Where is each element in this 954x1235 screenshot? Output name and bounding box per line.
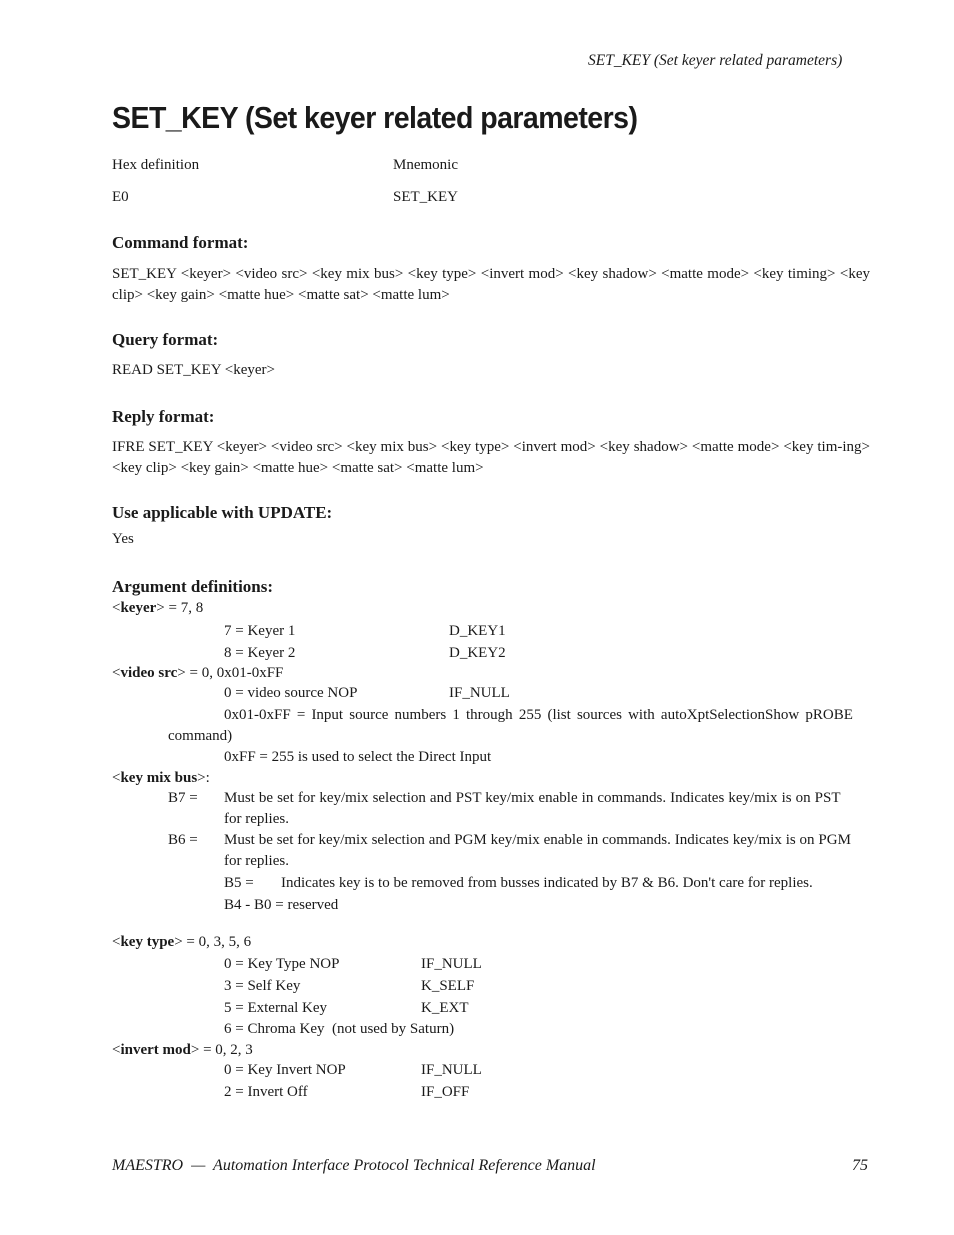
footer-page-number: 75 [852, 1157, 868, 1174]
mnemonic-value: SET_KEY [393, 189, 458, 205]
mnemonic-header: Mnemonic [393, 157, 458, 173]
video-src-range-line1: 0x01-0xFF = Input source numbers 1 through 255 (list sources with autoXptSelectionShow pROBE [224, 707, 853, 723]
keyer-row-desc: 7 = Keyer 1 [224, 623, 296, 639]
reply-format-heading: Reply format: [112, 407, 215, 426]
invert-mod-desc: 0 = Key Invert NOP [224, 1062, 346, 1078]
command-format-text: SET_KEY <keyer> <video src> <key mix bus> <key type> <invert mod> <key shadow> <matte mode> <key timing> <key clip> <key gain> <matte hue> <matte sat> <matte lum> [112, 266, 870, 303]
arg-key-mix-bus: <key mix bus>: [112, 770, 210, 786]
update-value: Yes [112, 531, 134, 547]
b7-label: B7 = [168, 790, 198, 806]
keyer-row-desc: 8 = Keyer 2 [224, 645, 296, 661]
video-src-nop-mnemonic: IF_NULL [449, 685, 510, 701]
arguments-heading: Argument definitions: [112, 577, 274, 596]
arg-video-src: <video src> = 0, 0x01-0xFF [112, 665, 284, 681]
arg-key-type: <key type> = 0, 3, 5, 6 [112, 934, 252, 950]
running-head: SET_KEY (Set keyer related parameters) [588, 52, 843, 69]
video-src-nop: 0 = video source NOP [224, 685, 358, 701]
b6-line1: Must be set for key/mix selection and PGM key/mix enable in commands. Indicates key/mix is on PGM [224, 832, 851, 848]
page-title: SET_KEY (Set keyer related parameters) [112, 100, 638, 135]
arg-keyer: <keyer> = 7, 8 [112, 600, 204, 616]
keyer-row-mnemonic: D_KEY1 [449, 623, 506, 639]
b5-label: B5 = [224, 875, 254, 891]
key-type-desc: 0 = Key Type NOP [224, 956, 340, 972]
invert-mod-desc: 2 = Invert Off [224, 1084, 308, 1100]
video-src-direct: 0xFF = 255 is used to select the Direct Input [224, 749, 492, 765]
key-type-desc: 5 = External Key [224, 1000, 328, 1016]
key-type-mnemonic: K_EXT [421, 1000, 469, 1016]
b7-line2: for replies. [224, 811, 289, 827]
arg-invert-mod: <invert mod> = 0, 2, 3 [112, 1042, 253, 1058]
reply-format-text: IFRE SET_KEY <keyer> <video src> <key mix bus> <key type> <invert mod> <key shadow> <matte mode> <key tim-ing> <key clip> <key gain> <matte hue> <matte sat> <matte lum> [112, 439, 870, 476]
key-type-chroma: 6 = Chroma Key (not used by Saturn) [224, 1021, 455, 1037]
key-type-mnemonic: IF_NULL [421, 956, 482, 972]
invert-mod-mnemonic: IF_NULL [421, 1062, 482, 1078]
b4-b0-text: B4 - B0 = reserved [224, 897, 339, 913]
update-heading: Use applicable with UPDATE: [112, 503, 333, 522]
keyer-row-mnemonic: D_KEY2 [449, 645, 506, 661]
footer-manual-title: MAESTRO — Automation Interface Protocol Technical Reference Manual [112, 1157, 596, 1174]
b7-line1: Must be set for key/mix selection and PST key/mix enable in commands. Indicates key/mix is on PST [224, 790, 841, 806]
query-format-text: READ SET_KEY <keyer> [112, 362, 276, 378]
key-type-mnemonic: K_SELF [421, 978, 475, 994]
video-src-range-line2: command) [168, 728, 233, 744]
b6-line2: for replies. [224, 853, 289, 869]
hex-value: E0 [112, 189, 129, 205]
b6-label: B6 = [168, 832, 198, 848]
command-format-heading: Command format: [112, 233, 249, 252]
invert-mod-mnemonic: IF_OFF [421, 1084, 470, 1100]
key-type-desc: 3 = Self Key [224, 978, 301, 994]
hex-header: Hex definition [112, 157, 200, 173]
query-format-heading: Query format: [112, 330, 219, 349]
b5-text: Indicates key is to be removed from busses indicated by B7 & B6. Don't care for replies. [281, 875, 813, 891]
